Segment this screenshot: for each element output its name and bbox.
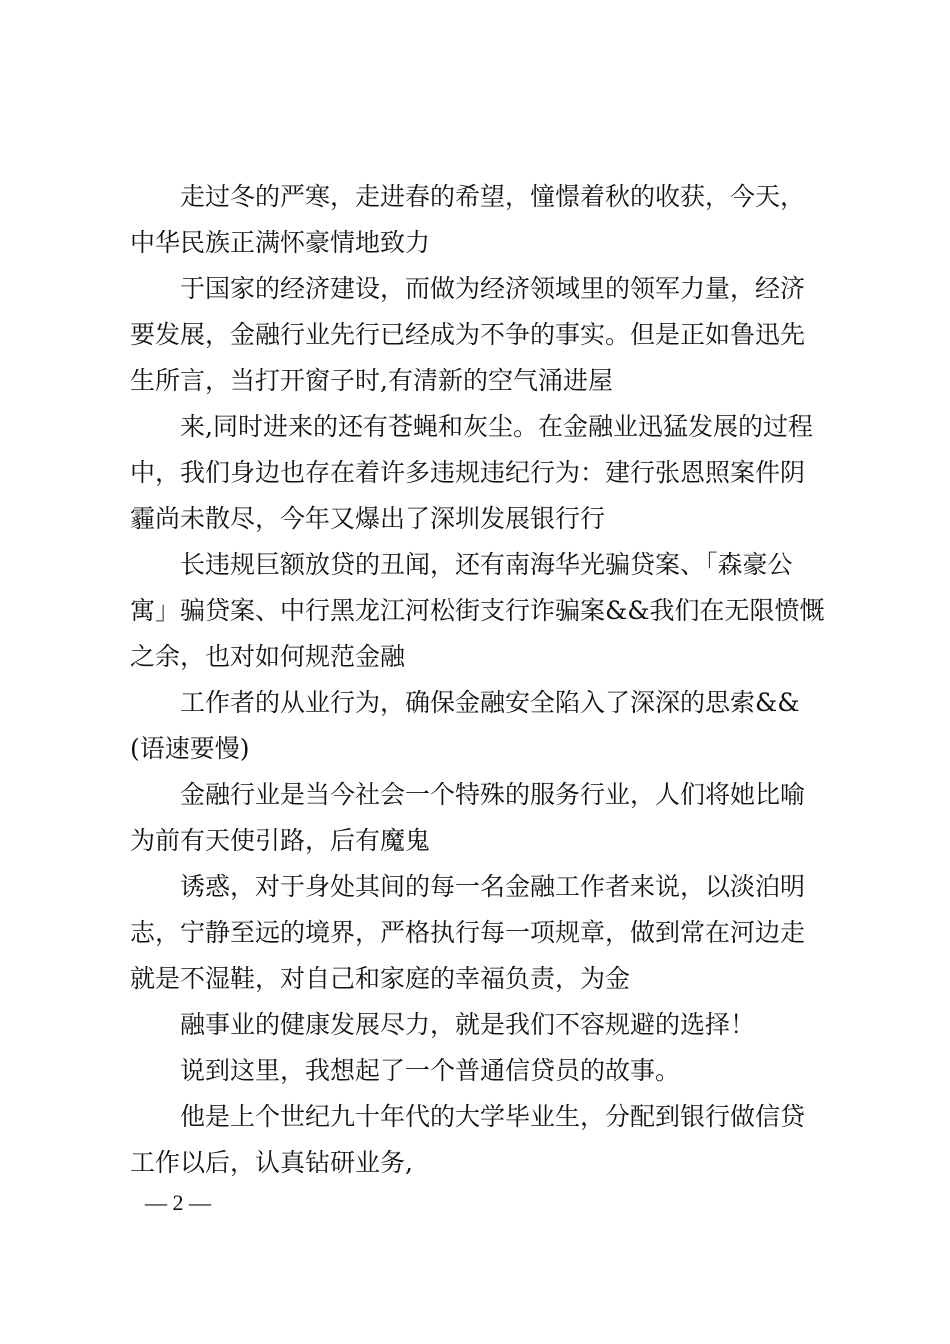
text-line: 他是上个世纪九十年代的大学毕业生，分配到银行做信贷	[180, 1102, 806, 1131]
text-line: 金融行业是当今社会一个特殊的服务行业，人们将她比喻	[180, 780, 806, 809]
paragraph	[130, 775, 830, 867]
paragraph	[130, 269, 830, 407]
text-line: 霾尚未散尽，今年又爆出了深圳发展银行行	[130, 504, 606, 533]
text-line: 走过冬的严寒，走进春的希望，憧憬着秋的收获，今天，	[180, 182, 806, 211]
text-line: 中华民族正满怀豪情地致力	[130, 228, 431, 257]
text-line: 要发展，金融行业先行已经成为不争的事实。但是正如鲁迅先	[130, 320, 806, 349]
text-line: 融事业的健康发展尽力，就是我们不容规避的选择！	[180, 1010, 756, 1039]
text-line: 之余，也对如何规范金融	[130, 642, 406, 671]
text-line: 志，宁静至远的境界，严格执行每一项规章，做到常在河边走	[130, 918, 806, 947]
text-line: 说到这里，我想起了一个普通信贷员的故事。	[180, 1056, 681, 1085]
text-line: 生所言，当打开窗子时,有清新的空气涌进屋	[130, 366, 613, 395]
paragraph	[130, 407, 830, 545]
document-body	[130, 177, 830, 1189]
text-line: 中，我们身边也存在着许多违规违纪行为：建行张恩照案件阴	[130, 458, 806, 487]
text-line: 于国家的经济建设，而做为经济领域里的领军力量，经济	[180, 274, 806, 303]
paragraph	[130, 1051, 830, 1097]
text-line: 诱惑，对于身处其间的每一名金融工作者来说，以淡泊明	[180, 872, 806, 901]
text-line: 工作以后，认真钻研业务,	[130, 1148, 413, 1177]
paragraph	[130, 1097, 830, 1189]
text-line: (语速要慢)	[130, 734, 250, 763]
paragraph	[130, 177, 830, 269]
paragraph	[130, 867, 830, 1005]
paragraph	[130, 545, 830, 683]
text-line: 工作者的从业行为，确保金融安全陷入了深深的思索&&	[180, 688, 800, 717]
text-line: 就是不湿鞋，对自己和家庭的幸福负责，为金	[130, 964, 631, 993]
paragraph	[130, 683, 830, 775]
page-number: — 2 —	[145, 1190, 211, 1215]
text-line: 寓」骗贷案、中行黑龙江河松街支行诈骗案&&我们在无限愤慨	[130, 596, 825, 625]
text-line: 来,同时进来的还有苍蝇和灰尘。在金融业迅猛发展的过程	[180, 412, 813, 441]
text-line: 为前有天使引路，后有魔鬼	[130, 826, 431, 855]
text-line: 长违规巨额放贷的丑闻，还有南海华光骗贷案、「森豪公	[180, 550, 793, 579]
paragraph	[130, 1005, 830, 1051]
